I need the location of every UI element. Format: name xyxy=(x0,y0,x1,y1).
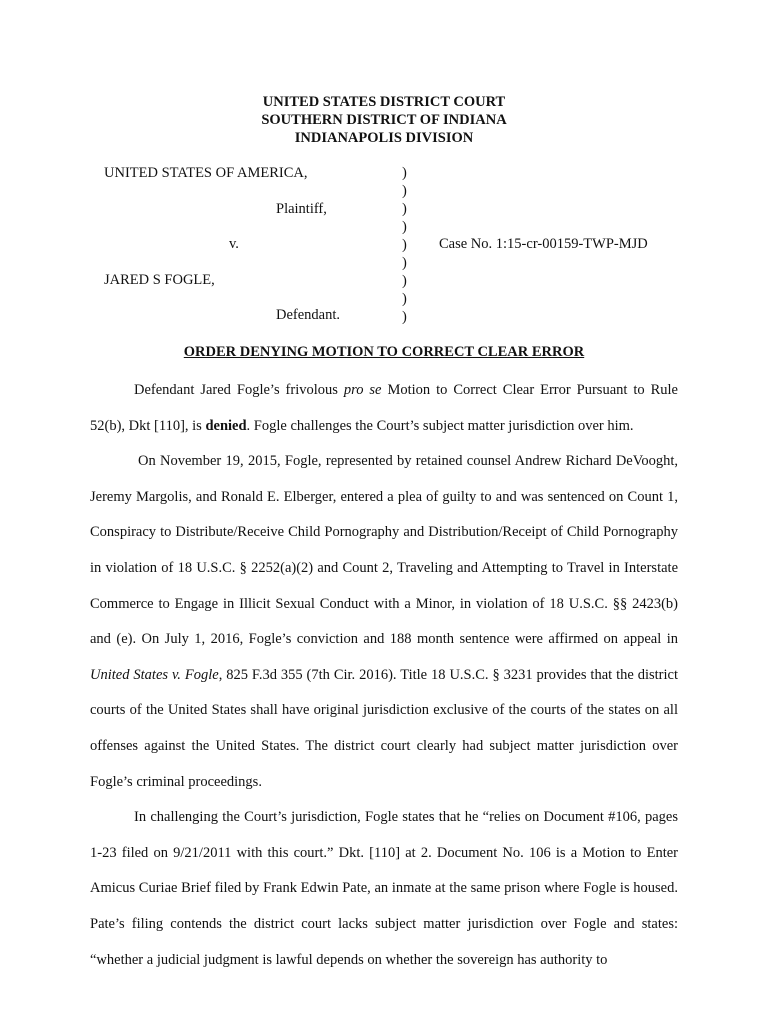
paren-mark: ) xyxy=(402,165,407,181)
order-body xyxy=(90,373,678,978)
paren-mark: ) xyxy=(402,219,407,235)
paren-mark: ) xyxy=(402,201,407,217)
paren-mark: ) xyxy=(402,309,407,325)
bold-run: denied xyxy=(205,417,247,434)
text-run: On November 19, 2015, Fogle, represented by retained counsel Andrew Richard DeVooght, Jeremy Margolis, and Ronald E. Elberger, entered a plea of guilty to and was sentenced on Count 1, Conspiracy to Distribute/Receive Child Pornography and Distribution/Receipt of Child Pornography in violation of 18 U.S.C. § 2252(a)(2) and Count 2, Traveling and Attempting to Travel in Interstate Commerce to Engage in Illicit Sexual Conduct with a Minor, in violation of 18 U.S.C. §§ 2423(b) and (e). On July 1, 2016, Fogle’s conviction and 188 month sentence were affirmed on appeal in xyxy=(90,453,678,648)
versus-label: v. xyxy=(229,236,239,252)
text-run: . Fogle challenges the Court’s subject matter jurisdiction over him. xyxy=(246,417,634,434)
defendant-name: JARED S FOGLE, xyxy=(104,272,215,288)
order-title: ORDER DENYING MOTION TO CORRECT CLEAR ERROR xyxy=(183,344,585,360)
plaintiff-name: UNITED STATES OF AMERICA, xyxy=(104,165,308,181)
plaintiff-role: Plaintiff, xyxy=(276,201,327,217)
paren-mark: ) xyxy=(402,237,407,253)
court-header xyxy=(0,93,768,147)
text-run: Motion to Correct Clear Error Pursuant to Rule 52(b), Dkt [110], is xyxy=(90,382,678,434)
case-citation: United States v. Fogle xyxy=(90,666,219,683)
paren-mark: ) xyxy=(402,183,407,199)
paren-mark: ) xyxy=(402,255,407,271)
paragraph-2 xyxy=(90,444,678,800)
district-name: SOUTHERN DISTRICT OF INDIANA xyxy=(261,112,507,128)
case-number: Case No. 1:15-cr-00159-TWP-MJD xyxy=(439,236,648,252)
defendant-role: Defendant. xyxy=(276,307,341,323)
division-name: INDIANAPOLIS DIVISION xyxy=(294,130,474,146)
paragraph-3 xyxy=(90,800,678,978)
caption-parentheses xyxy=(402,164,407,326)
court-name: UNITED STATES DISTRICT COURT xyxy=(262,94,506,110)
text-run: In challenging the Court’s jurisdiction, Fogle states that he “relies on Document #106, pages 1-23 filed on 9/21/2011 with this court.” Dkt. [110] at 2. Document No. 106 is a Motion to Enter Amicus Curiae Brief filed by Frank Edwin Pate, an inmate at the same prison where Fogle is housed. Pate’s filing contends the district court lacks subject matter jurisdiction over Fogle and states: “whether a judicial judgment is lawful depends on whether the sovereign has authority to xyxy=(90,809,678,968)
paren-mark: ) xyxy=(402,291,407,307)
text-run: , 825 F.3d 355 (7th Cir. 2016). Title 18 U.S.C. § 3231 provides that the district courts of the United States shall have original jurisdiction exclusive of the courts of the states on all offenses against the United States. The district court clearly had subject matter jurisdiction over Fogle’s criminal proceedings. xyxy=(90,666,679,790)
text-run: Defendant Jared Fogle’s frivolous xyxy=(134,382,344,398)
italic-run: pro se xyxy=(343,382,382,398)
paragraph-1 xyxy=(90,373,678,444)
paren-mark: ) xyxy=(402,273,407,289)
